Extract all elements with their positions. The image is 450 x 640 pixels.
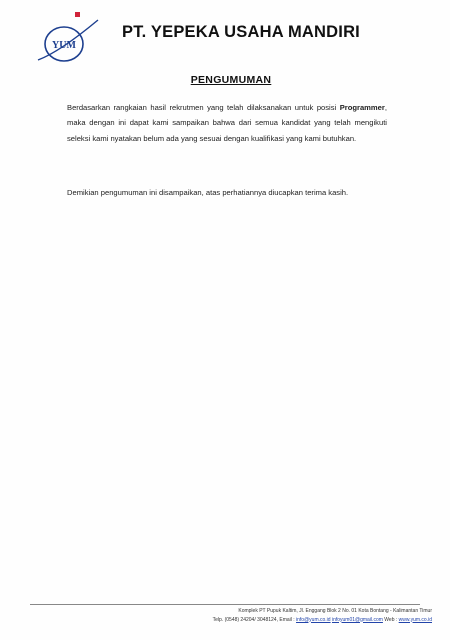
- logo-text: YUM: [52, 40, 76, 51]
- footer-address: Komplek PT Pupuk Kaltim, Jl. Enggang Blok 2 No. 01 Kota Bontang - Kalimantan Timur: [238, 608, 432, 614]
- logo-red-square: [75, 12, 80, 17]
- paragraph-1-part-1: Berdasarkan rangkaian hasil rekrutmen yang telah dilaksanakan untuk posisi: [67, 103, 340, 112]
- yum-logo-icon: [34, 10, 104, 68]
- footer-web-link[interactable]: www.yum.co.id: [398, 616, 432, 623]
- paragraph-2: Demikian pengumuman ini disampaikan, atas perhatiannya diucapkan terima kasih.: [67, 188, 349, 197]
- paragraph-1: [67, 100, 387, 146]
- footer-email-link[interactable]: info@yum.co.id: [296, 616, 331, 623]
- footer-divider: [30, 604, 420, 605]
- document-title-wrap: [0, 68, 450, 87]
- position-name: Programmer: [339, 103, 385, 112]
- footer: [213, 607, 432, 624]
- company-name: PT. YEPEKA USAHA MANDIRI: [122, 23, 360, 41]
- paragraph-1-part-2: , maka dengan ini dapat kami sampaikan bahwa dari semua kandidat yang telah mengikuti seleksi kami nyatakan belum ada yang sesuai dengan kualifikasi yang kami butuhkan.: [67, 103, 387, 143]
- document-title: PENGUMUMAN: [190, 74, 272, 86]
- footer-web-label: Web :: [382, 616, 399, 623]
- company-logo: [34, 10, 104, 68]
- footer-contact: [213, 616, 432, 625]
- footer-phone: Telp. (0548) 24204/ 3048124, Email :: [212, 616, 297, 623]
- footer-email2-link[interactable]: infoyum01@gmail.com: [331, 616, 383, 623]
